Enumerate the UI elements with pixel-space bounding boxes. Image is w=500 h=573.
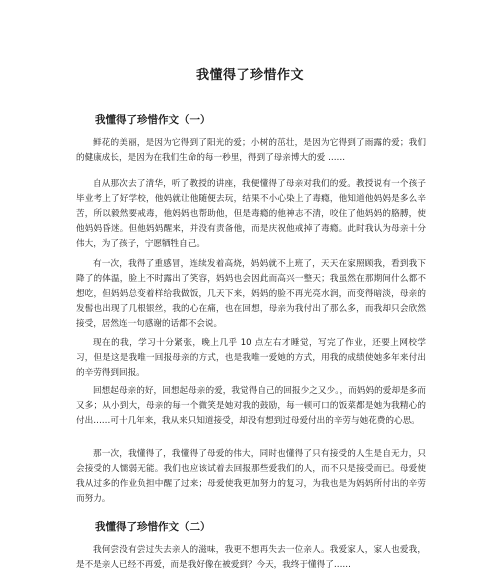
paragraph: 自从那次去了清华，听了教授的讲座，我便懂得了母亲对我们的爱。教授说有一个孩子毕业考上了好学校，他妈就让他随便去玩，结果不小心染上了毒瘾，他知道他妈妈是多么辛苦，所以毅然要戒毒，他妈妈也帮助他，但是毒瘾的他神志不清，咬住了他妈妈的胳膊，使他妈妈昏迷。但他妈妈醒来，并没有责备他，而是庆祝他戒掉了毒瘾。此时我认为母亲十分伟大，为了孩子，宁愿牺牲自己。 bbox=[76, 179, 426, 249]
paragraph: 那一次，我懂得了，我懂得了母爱的伟大，同时也懂得了只有接受的人生是自无力，只会接受的人懦弱无能。我们也应该试着去回报那些爱我们的人，而不只是接受而已。母爱使我从过多的作业负担中醒了过来；母爱使我更加努力的复习，为我也是为妈妈所付出的辛劳而努力。 bbox=[76, 449, 426, 504]
paragraph: 回想起母亲的好，回想起母亲的爱，我觉得自己的回报少之又少。，而妈妈的爱却是多而又多；从小到大，母亲的每一个微笑是她对我的鼓励，每一顿可口的饭菜都是她为我精心的付出……可十几年来，我从来只知道接受，却没有想到过母爱付出的辛劳与她花费的心思。 bbox=[76, 386, 426, 426]
section-heading-2: 我懂得了珍惜作文（二） bbox=[95, 521, 211, 533]
paragraph: 我何尝没有尝过失去亲人的滋味，我更不想再失去一位亲人。我爱家人，家人也爱我，是不是亲人已经不再爱，而是我好像在被爱到？今天，我终于懂得了…… bbox=[76, 545, 426, 570]
paragraph: 鲜花的美丽，是因为它得到了阳光的爱；小树的茁壮，是因为它得到了雨露的爱；我们的健康成长，是因为在我们生命的每一秒里，得到了母亲博大的爱 …… bbox=[76, 138, 426, 163]
paragraph: 有一次，我得了重感冒，连续发着高烧，妈妈就不上班了，天天在家照顾我，看到我下降了的体温，脸上不时露出了笑容，妈妈也会因此而高兴一整天；我虽然在那期间什么都不想吃，但妈妈总变着样给我做饭，几天下来，妈妈的脸不再光亮水润，而变得暗淡，母亲的发髻也出现了几根银丝，我的心在痛，也在回想，母亲为我付出了那么多，而我却只会欣然接受，居然连一句感谢的话都不会说。 bbox=[76, 259, 426, 329]
document-title: 我懂得了珍惜作文 bbox=[195, 68, 304, 83]
paragraph: 现在的我，学习十分紧张，晚上几乎 10 点左右才睡觉，写完了作业，还要上网校学习，但是这是我唯一回报母亲的方式，也是我唯一爱她的方式，用我的成绩使她多年来付出的辛劳得到回报。 bbox=[76, 338, 426, 378]
section-heading-1: 我懂得了珍惜作文（一） bbox=[95, 114, 211, 126]
